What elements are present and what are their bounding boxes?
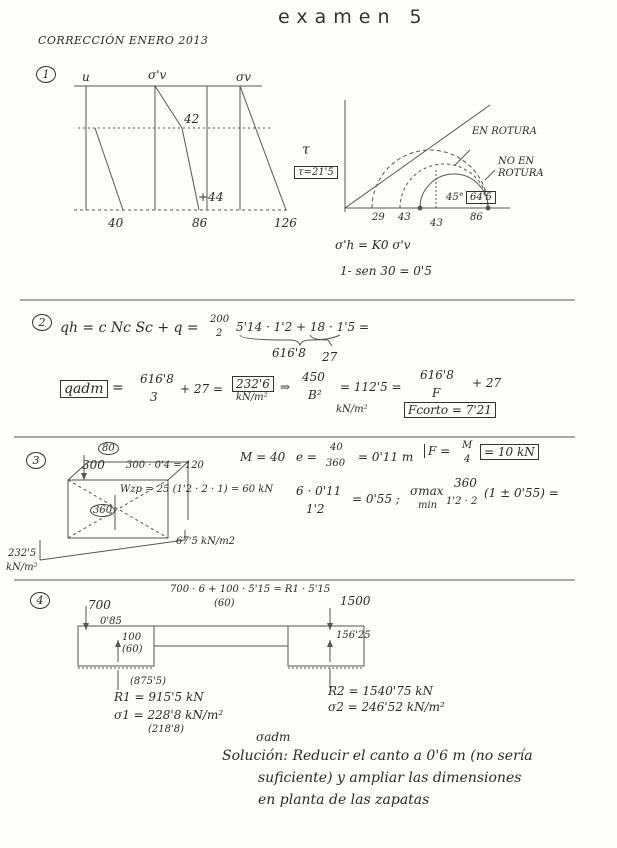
p2-frac-num: 200: [210, 314, 230, 325]
mohr-tau: τ: [302, 142, 310, 158]
p2-fcorto: Fcorto = 7'21: [404, 402, 496, 418]
p3-ratio-result: = 0'55 ;: [352, 492, 400, 506]
p3-e-num: 40: [330, 442, 343, 453]
label-126: 126: [274, 216, 297, 230]
mohr-x43b: 43: [430, 218, 443, 229]
mohr-x86: 86: [470, 212, 483, 223]
problem-4-number: 4: [30, 592, 50, 609]
p4-r2: R2 = 1540'75 kN: [328, 684, 434, 698]
mohr-no-en-rotura-2: ROTURA: [498, 168, 544, 179]
p2-qadm: qadm: [60, 380, 108, 398]
p4-load-700: 700: [88, 598, 111, 612]
p4-load-60: (60): [122, 644, 143, 655]
p1-line1: σ'h = K0 σ'v: [335, 238, 411, 252]
p2-line1-rhs: 5'14 · 1'2 + 18 · 1'5 =: [236, 320, 370, 334]
mohr-tau-value: τ=21'5: [294, 166, 338, 179]
p4-eq-top: 700 · 6 + 100 · 5'15 = R1 · 5'15: [170, 584, 331, 595]
p2-frac-b-num: 450: [302, 370, 325, 384]
p2-plus27b: + 27: [472, 376, 502, 390]
p4-solution-3: en planta de las zapatas: [258, 792, 430, 808]
p3-sigma-max: σmax: [410, 484, 444, 498]
p3-e-den: 360: [326, 458, 346, 469]
p3-F-result: = 10 kN: [480, 444, 539, 460]
p3-left-unit: kN/m²: [6, 562, 38, 573]
p2-unit: kN/m²: [336, 404, 368, 415]
p3-F: F =: [424, 444, 450, 458]
p4-sigma2: σ2 = 246'52 kN/m²: [328, 700, 445, 714]
p3-s-den: 1'2 · 2: [446, 496, 478, 507]
label-sv-eff: σ'v: [148, 68, 167, 82]
p2-frac-a-den: 3: [150, 390, 158, 404]
p3-ratio-den: 1'2: [306, 502, 325, 516]
problem-3-number: 3: [26, 452, 46, 469]
p4-solution-1: Solución: Reducir el canto a 0'6 m (no sería: [222, 748, 533, 764]
p3-right-value: 67'5 kN/m2: [176, 536, 236, 547]
p3-ratio-num: 6 · 0'11: [296, 484, 342, 498]
p4-load-1500: 1500: [340, 594, 371, 608]
p2-brace1: 616'8: [272, 346, 306, 360]
p2-frac-c-num: 616'8: [420, 368, 454, 382]
exam-title: examen 5: [278, 6, 429, 28]
p4-dist-085: 0'85: [100, 616, 122, 627]
p3-circled-80: 80: [98, 442, 119, 455]
p2-eq2: = 112'5 =: [340, 380, 402, 394]
p3-s-num: 360: [454, 476, 477, 490]
p3-F-num: M: [462, 440, 473, 451]
label-plus44: +44: [198, 190, 224, 204]
p3-e-result: = 0'11 m: [358, 450, 414, 464]
p3-F-den: 4: [464, 454, 471, 465]
p4-sigma1-paren: (218'8): [148, 724, 185, 735]
label-u: u: [82, 70, 90, 84]
p3-calc: 300 · 0'4 = 120: [126, 460, 204, 471]
p4-sigma-adm: σadm: [256, 730, 291, 744]
p2-eq: =: [112, 380, 124, 396]
p2-boxed-unit: kN/m²: [236, 392, 268, 403]
label-40: 40: [108, 216, 124, 230]
problem-2-number: 2: [32, 314, 52, 331]
mohr-en-rotura: EN ROTURA: [472, 126, 537, 137]
p2-implies: ⇒: [280, 380, 291, 394]
mohr-boxed-value: 64'5: [466, 191, 496, 204]
p2-line1-lhs: qh = c Nc Sc + q =: [60, 320, 199, 336]
label-sv: σv: [236, 70, 251, 84]
problem-1-number: 1: [36, 66, 56, 83]
p4-r1: R1 = 915'5 kN: [114, 690, 204, 704]
p3-M: M = 40: [240, 450, 286, 464]
p4-load-100: 100: [122, 632, 142, 643]
p2-frac-c-den: F: [432, 386, 441, 400]
p3-p300: 300: [82, 458, 105, 472]
p3-s-rest: (1 ± 0'55) =: [484, 486, 559, 500]
mohr-x29: 29: [372, 212, 385, 223]
p3-left-value: 232'5: [8, 548, 37, 559]
p2-frac-a-num: 616'8: [140, 372, 174, 386]
p3-wzap: Wzp = 25 (1'2 · 2 · 1) = 60 kN: [120, 484, 274, 495]
p4-r1-paren: (875'5): [130, 676, 167, 687]
p2-frac-b-den: B²: [308, 388, 322, 402]
p4-sigma1: σ1 = 228'8 kN/m²: [114, 708, 224, 722]
p3-moment-360: 360: [90, 504, 115, 517]
p3-sigma-min: min: [418, 500, 438, 511]
mohr-angle: 45°: [446, 192, 464, 203]
p4-eq-top-sub: (60): [214, 598, 235, 609]
label-42: 42: [184, 112, 200, 126]
mohr-no-en-rotura-1: NO EN: [498, 156, 535, 167]
label-86: 86: [192, 216, 208, 230]
p2-boxed-value: 232'6: [232, 376, 274, 392]
p2-plus27: + 27 =: [180, 382, 224, 396]
p2-brace2: 27: [322, 350, 338, 364]
mohr-x43a: 43: [398, 212, 411, 223]
p4-solution-2: suficiente) y ampliar las dimensiones: [258, 770, 522, 786]
p2-frac-den: 2: [216, 328, 223, 339]
p3-e: e =: [296, 450, 317, 464]
exam-subtitle: CORRECCIÓN ENERO 2013: [38, 34, 209, 47]
p4-load-15625: 156'25: [336, 630, 371, 641]
p1-line2: 1- sen 30 = 0'5: [340, 264, 432, 278]
